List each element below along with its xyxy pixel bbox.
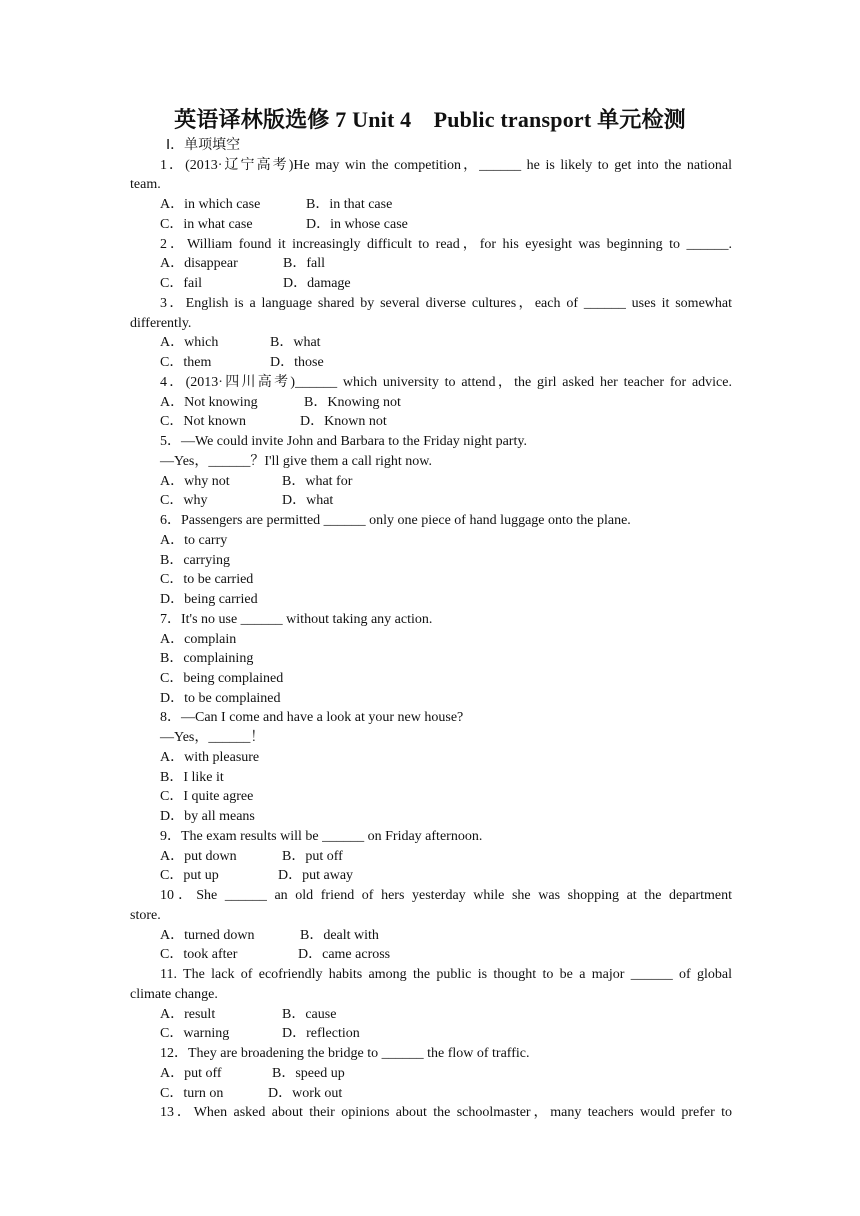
answer-option: C．Not known [160,414,246,430]
question-line: 1．(2013·辽宁高考)He may win the competition，______ he is likely to get into the national [160,157,732,173]
answer-option: C．in what case [160,216,253,232]
answer-option: B．cause [282,1006,337,1022]
answer-option: C．to be carried [160,572,254,588]
answer-option: C．put up [160,868,219,884]
question-line: 5．—We could invite John and Barbara to the Friday night party. [160,434,527,450]
answer-option: B．Knowing not [304,394,401,410]
section-heading: Ⅰ．单项填空 [166,138,241,153]
answer-option: B．put off [282,848,343,864]
answer-option: A．complain [160,631,237,647]
question-line: 12．They are broadening the bridge to ______ the flow of traffic. [160,1046,530,1062]
answer-option: A．in which case [160,197,261,213]
question-line: 11. The lack of ecofriendly habits among the public is thought to be a major ______ of global [160,967,732,983]
question-line: team. [130,177,161,193]
answer-option: B．fall [283,256,325,272]
answer-option: D．in whose case [306,216,408,232]
answer-option: A．with pleasure [160,749,260,765]
answer-option: D．reflection [282,1026,360,1042]
answer-option: A．turned down [160,927,255,943]
question-line: store. [130,907,161,923]
answer-option: D．being carried [160,592,258,608]
answer-option: A．result [160,1006,216,1022]
answer-option: B．complaining [160,651,254,667]
question-line: 6．Passengers are permitted ______ only one piece of hand luggage onto the plane. [160,513,631,529]
answer-option: A．Not knowing [160,394,258,410]
question-line: 3．English is a language shared by several diverse cultures，each of ______ uses it somewhat [160,295,732,311]
answer-option: D．Known not [300,414,387,430]
answer-option: B．what for [282,473,353,489]
page-title: 英语译林版选修 7 Unit 4 Public transport 单元检测 [174,107,686,132]
question-line: 9．The exam results will be ______ on Friday afternoon. [160,828,483,844]
answer-option: B．I like it [160,769,224,785]
question-line: 2．William found it increasingly difficult to read，for his eyesight was beginning to ______. [160,236,732,252]
question-line: 7．It's no use ______ without taking any action. [160,611,433,627]
question-line: —Yes，______！ [160,730,265,746]
answer-option: B．what [270,335,321,351]
answer-option: B．speed up [272,1065,345,1081]
answer-option: C．being complained [160,670,284,686]
answer-option: A．why not [160,473,230,489]
answer-option: C．warning [160,1026,230,1042]
question-line: 13．When asked about their opinions about the schoolmaster，many teachers would prefer to [160,1105,732,1121]
answer-option: C．took after [160,947,238,963]
answer-option: A．disappear [160,256,238,272]
answer-option: D．damage [283,276,351,292]
answer-option: A．to carry [160,532,228,548]
answer-option: C．why [160,493,208,509]
answer-option: D．what [282,493,334,509]
question-line: differently. [130,315,192,331]
answer-option: D．put away [278,868,354,884]
answer-option: D．came across [298,947,391,963]
answer-option: D．by all means [160,809,255,825]
question-line: 10．She ______ an old friend of hers yesterday while she was shopping at the department [160,888,732,904]
answer-option: A．put off [160,1065,222,1081]
answer-option: A．which [160,335,219,351]
answer-option: C．turn on [160,1085,224,1101]
answer-option: C．fail [160,276,202,292]
answer-option: D．those [270,355,324,371]
answer-option: B．dealt with [300,927,379,943]
answer-option: C．I quite agree [160,789,254,805]
question-line: —Yes，______？I'll give them a call right now. [160,453,432,469]
answer-option: B．in that case [306,197,393,213]
question-line: 4．(2013·四川高考)______ which university to attend，the girl asked her teacher for advice. [160,374,732,390]
answer-option: D．work out [268,1085,343,1101]
answer-option: B．carrying [160,552,230,568]
answer-option: C．them [160,355,212,371]
question-line: climate change. [130,986,218,1002]
question-line: 8．—Can I come and have a look at your new house? [160,710,464,726]
answer-option: A．put down [160,848,237,864]
answer-option: D．to be complained [160,690,281,706]
